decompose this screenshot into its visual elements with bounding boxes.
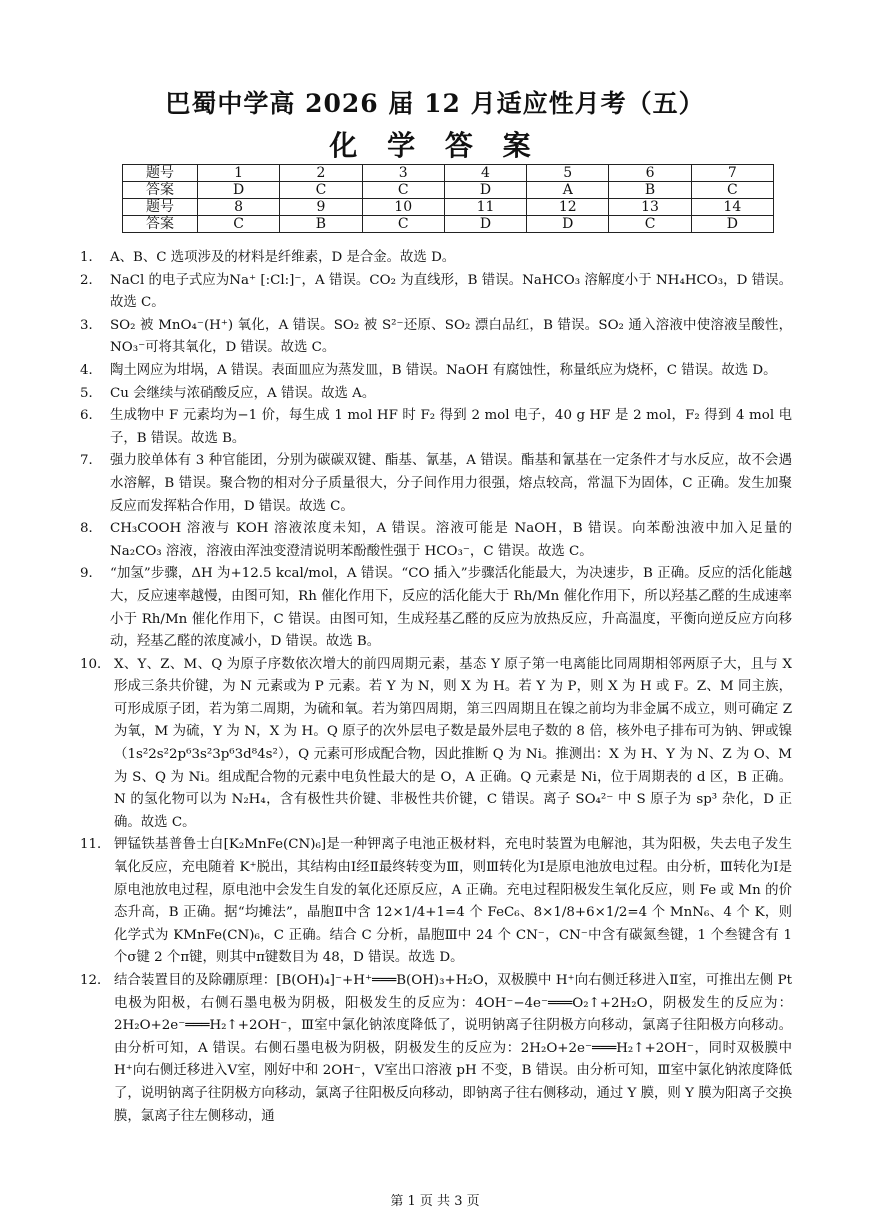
list-item xyxy=(80,563,792,653)
table-cell: D xyxy=(198,182,280,199)
table-cell: C xyxy=(280,182,362,199)
table-cell: 13 xyxy=(609,199,691,216)
row-label: 答案 xyxy=(123,216,198,233)
table-cell: 1 xyxy=(198,165,280,182)
page-title: 巴蜀中学高 2026 届 12 月适应性月考（五） xyxy=(165,89,705,118)
item-number: 4． xyxy=(80,362,102,378)
item-text: 钾锰铁基普鲁士白[K₂MnFe(CN)₆]是一种钾离子电池正极材料，充电时装置为电解池，其为阳极，失去电子发生氧化反应，充电随着 K⁺脱出，其结构由Ⅰ经Ⅱ最终转变为Ⅲ，则Ⅲ转化为Ⅰ是原电池放电过程。由分析，Ⅲ转化为Ⅰ是原电池放电过程，原电池中会发生自发的氧化还原反应，A 正确。充电过程阳极发生氧化反应，则 Fe 或 Mn 的价态升高，B 正确。据“均摊法”，晶胞Ⅱ中含 12×1/4+1=4 个 FeC₆、8×1/8+6×1/2=4 个 MnN₆、4 个 K，则化学式为 KMnFe(CN)₆，C 正确。结合 C 分析，晶胞Ⅲ中 24 个 CN⁻，CN⁻中含有碳氮叁键，1 个叁键含有 1 个σ键 2 个π键，则其中π键数目为 48，D 错误。故选 D。 xyxy=(114,837,792,966)
item-number: 5． xyxy=(80,385,102,401)
list-item xyxy=(80,654,792,835)
item-text: NaCl 的电子式应为Na⁺ [:Cl:]⁻，A 错误。CO₂ 为直线形，B 错误。NaHCO₃ 溶解度小于 NH₄HCO₃，D 错误。故选 C。 xyxy=(110,272,792,311)
item-number: 6． xyxy=(80,408,102,424)
table-cell: 10 xyxy=(362,199,444,216)
item-number: 2． xyxy=(80,272,102,288)
page-subtitle: 化 学 答 案 xyxy=(329,129,541,162)
list-item xyxy=(80,834,792,970)
list-item xyxy=(80,270,792,315)
row-label: 题号 xyxy=(123,199,198,216)
table-row xyxy=(123,199,774,216)
item-text: 强力胶单体有 3 种官能团，分别为碳碳双键、酯基、氰基，A 错误。酯基和氰基在一定条件才与水反应，故不会遇水溶解，B 错误。聚合物的相对分子质量很大，分子间作用力很强，熔点较高，常温下为固体，C 正确。发生加聚反应而发挥粘合作用，D 错误。故选 C。 xyxy=(110,453,792,514)
table-cell: C xyxy=(198,216,280,233)
item-number: 12． xyxy=(80,973,111,988)
table-cell: D xyxy=(691,216,773,233)
answer-table xyxy=(122,164,774,233)
table-cell: 11 xyxy=(444,199,526,216)
item-number: 10． xyxy=(80,656,111,672)
table-cell: 7 xyxy=(691,165,773,182)
table-row xyxy=(123,165,774,182)
item-text: 陶土网应为坩埚，A 错误。表面皿应为蒸发皿，B 错误。NaOH 有腐蚀性，称量纸应为烧杯，C 错误。故选 D。 xyxy=(110,362,777,378)
list-item xyxy=(80,970,792,1128)
table-cell: C xyxy=(362,182,444,199)
item-number: 1． xyxy=(80,250,102,265)
table-cell: 14 xyxy=(691,199,773,216)
row-label: 答案 xyxy=(123,182,198,199)
item-text: 结合装置目的及除硼原理：[B(OH)₄]⁻+H⁺═══B(OH)₃+H₂O，双极膜中 H⁺向右侧迁移进入Ⅱ室，可推出左侧 Pt 电极为阳极，右侧石墨电极为阴极，阳极发生的反应为：4OH⁻−4e⁻═══O₂↑+2H₂O，阴极发生的反应为：2H₂O+2e⁻═══H₂↑+2OH⁻，Ⅲ室中氯化钠浓度降低了，说明钠离子往阴极方向移动，氯离子往阳极方向移动。由分析可知，A 错误。右侧石墨电极为阴极，阴极发生的反应为：2H₂O+2e⁻═══H₂↑+2OH⁻，同时双极膜中 H⁺向右侧迁移进入Ⅴ室，刚好中和 2OH⁻，Ⅴ室出口溶液 pH 不变，B 错误。由分析可知，Ⅲ室中氯化钠浓度降低了，说明钠离子往阴极方向移动，氯离子往阳极反向移动，即钠离子往右侧移动，通过 Y 膜，则 Y 膜为阳离子交换膜，氯离子往左侧移动，通 xyxy=(114,973,792,1124)
list-item xyxy=(80,450,792,518)
table-cell: C xyxy=(609,216,691,233)
table-cell: 5 xyxy=(527,165,609,182)
table-cell: C xyxy=(362,216,444,233)
item-number: 3． xyxy=(80,317,102,333)
item-number: 11． xyxy=(80,837,111,853)
table-cell: 6 xyxy=(609,165,691,182)
table-cell: D xyxy=(444,182,526,199)
table-cell: 8 xyxy=(198,199,280,216)
item-text: 生成物中 F 元素均为−1 价，每生成 1 mol HF 时 F₂ 得到 2 mol 电子，40 g HF 是 2 mol，F₂ 得到 4 mol 电子，B 错误。故选 B。 xyxy=(110,408,792,446)
item-text: A、B、C 选项涉及的材料是纤维素，D 是合金。故选 D。 xyxy=(110,250,456,265)
table-cell: B xyxy=(609,182,691,199)
table-cell: 2 xyxy=(280,165,362,182)
table-cell: 3 xyxy=(362,165,444,182)
row-label: 题号 xyxy=(123,165,198,182)
list-item xyxy=(80,315,792,360)
table-row xyxy=(123,182,774,199)
table-cell: 4 xyxy=(444,165,526,182)
table-cell: 9 xyxy=(280,199,362,216)
item-text: X、Y、Z、M、Q 为原子序数依次增大的前四周期元素，基态 Y 原子第一电离能比同周期相邻两原子大，且与 X 形成三条共价键，为 N 元素或为 P 元素。若 Y 为 N，则 X 为 H。若 Y 为 P，则 X 为 H 或 F。Z、M 同主族，可形成原子团，若为第二周期，为硫和氧。若为第四周期，第三四周期且在镍之前均为非金属不成立，则可确定 Z 为氧，M 为硫，Y 为 N，X 为 H。Q 原子的次外层电子数是最外层电子数的 8 倍，核外电子排布可为钠、钾或镍（1s²2s²2p⁶3s²3p⁶3d⁸4s²），Q 元素可形成配合物，因此推断 Q 为 Ni。推测出：X 为 H、Y 为 N、Z 为 O、M 为 S、Q 为 Ni。组成配合物的元素中电负性最大的是 O，A 正确。Q 元素是 Ni，位于周期表的 d 区，B 正确。N 的氢化物可以为 N₂H₄，含有极性共价键、非极性共价键，C 错误。离子 SO₄²⁻ 中 S 原子为 sp³ 杂化，D 正确。故选 C。 xyxy=(114,656,792,830)
table-cell: D xyxy=(527,216,609,233)
item-text: SO₂ 被 MnO₄⁻(H⁺) 氧化，A 错误。SO₂ 被 S²⁻还原、SO₂ 漂白品红，B 错误。SO₂ 通入溶液中使溶液呈酸性， NO₃⁻可将其氧化，D 错误。故选 C。 xyxy=(110,317,792,356)
list-item xyxy=(80,383,792,406)
list-item xyxy=(80,405,792,450)
explanations xyxy=(80,247,792,1128)
table-row xyxy=(123,216,774,233)
item-number: 8． xyxy=(80,521,102,537)
table-cell: C xyxy=(691,182,773,199)
item-number: 9． xyxy=(80,566,102,582)
item-text: CH₃COOH 溶液与 KOH 溶液浓度未知，A 错误。溶液可能是 NaOH，B 错误。向苯酚浊液中加入足量的 Na₂CO₃ 溶液，溶液由浑浊变澄清说明苯酚酸性强于 HCO₃⁻，C 错误。故选 C。 xyxy=(110,521,792,559)
table-cell: B xyxy=(280,216,362,233)
list-item xyxy=(80,360,792,383)
table-cell: A xyxy=(527,182,609,199)
item-text: Cu 会继续与浓硝酸反应，A 错误。故选 A。 xyxy=(110,385,376,401)
page-footer: 第 1 页 共 3 页 xyxy=(390,1194,480,1209)
table-cell: 12 xyxy=(527,199,609,216)
table-cell: D xyxy=(444,216,526,233)
item-number: 7． xyxy=(80,453,102,469)
item-text: “加氢”步骤，ΔH 为+12.5 kcal/mol，A 错误。“CO 插入”步骤活化能最大，为决速步，B 正确。反应的活化能越大，反应速率越慢，由图可知，Rh 催化作用下，反应的活化能大于 Rh/Mn 催化作用下，所以羟基乙醛的生成速率小于 Rh/Mn 催化作用下，C 错误。由图可知，生成羟基乙醛的反应为放热反应，升高温度，平衡向逆反应方向移动，羟基乙醛的浓度减小，D 错误。故选 B。 xyxy=(110,566,792,650)
list-item xyxy=(80,518,792,563)
list-item xyxy=(80,247,792,270)
